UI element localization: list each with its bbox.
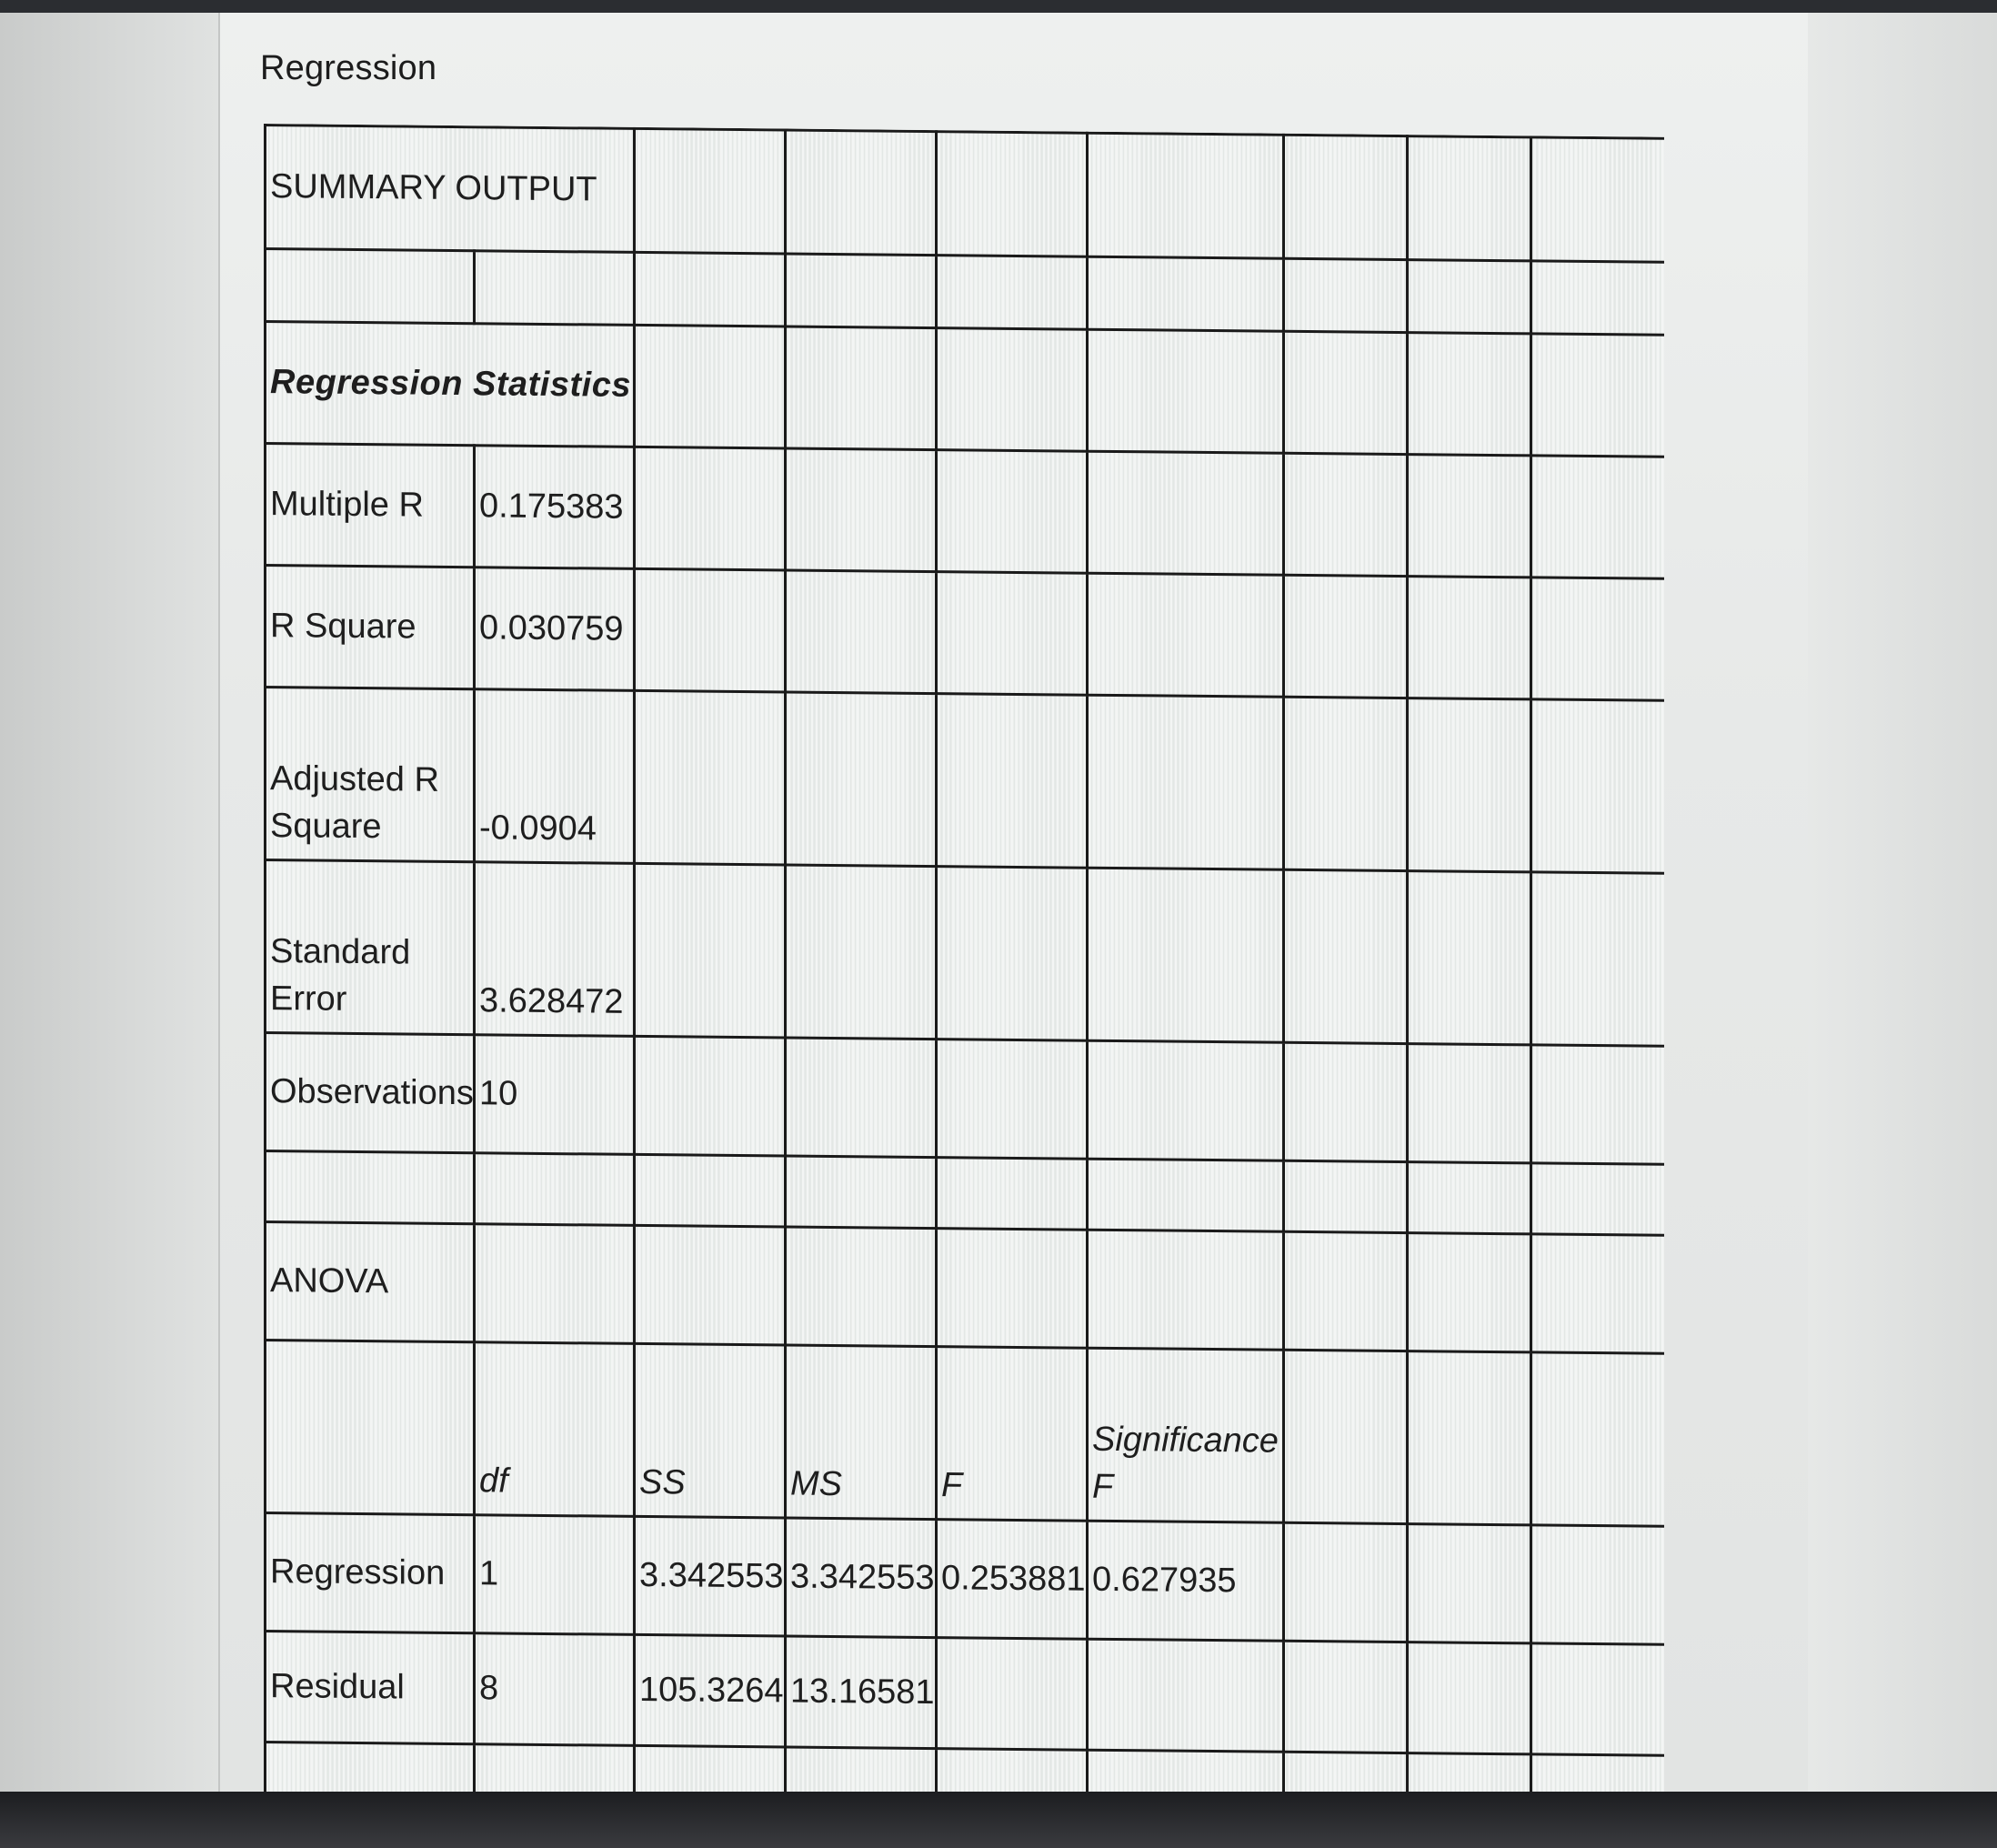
table-cell[interactable] <box>937 572 1088 696</box>
table-cell[interactable] <box>937 450 1088 574</box>
table-cell[interactable] <box>1284 869 1408 1043</box>
table-cell[interactable] <box>1531 1525 1664 1644</box>
table-row <box>266 249 1665 336</box>
table-cell[interactable] <box>786 1227 937 1347</box>
table-cell[interactable] <box>1531 334 1664 457</box>
anova-residual-ss[interactable]: 105.3264 <box>635 1634 786 1747</box>
standard-error-value[interactable]: 3.628472 <box>475 862 635 1037</box>
table-cell[interactable] <box>786 865 937 1040</box>
observations-value[interactable]: 10 <box>475 1035 635 1155</box>
table-cell[interactable] <box>1284 258 1408 332</box>
table-cell[interactable] <box>1088 695 1284 869</box>
table-cell[interactable] <box>1408 1642 1531 1754</box>
anova-header[interactable]: ANOVA <box>266 1222 475 1342</box>
table-cell[interactable] <box>635 1036 786 1156</box>
table-cell[interactable] <box>1408 1233 1531 1352</box>
table-cell[interactable] <box>635 863 786 1038</box>
table-cell[interactable] <box>1088 133 1284 258</box>
table-cell[interactable] <box>1408 1524 1531 1643</box>
table-cell[interactable] <box>635 690 786 865</box>
table-cell[interactable] <box>786 1156 937 1229</box>
multiple-r-value[interactable]: 0.175383 <box>475 446 635 569</box>
table-cell[interactable] <box>1408 1044 1531 1163</box>
table-cell[interactable] <box>1531 1234 1664 1353</box>
multiple-r-label[interactable]: Multiple R <box>266 444 475 567</box>
table-cell[interactable] <box>635 568 786 692</box>
anova-regression-df[interactable]: 1 <box>475 1515 635 1635</box>
table-cell[interactable] <box>786 1038 937 1158</box>
right-margin <box>1808 13 1997 1792</box>
table-cell[interactable] <box>1408 455 1531 578</box>
table-row <box>266 444 1665 579</box>
table-row <box>266 322 1665 457</box>
table-cell[interactable] <box>1531 1643 1664 1755</box>
anova-regression-ms[interactable]: 3.342553 <box>786 1518 937 1638</box>
table-cell[interactable] <box>635 325 786 448</box>
table-cell[interactable] <box>1408 333 1531 456</box>
table-cell[interactable] <box>786 570 937 694</box>
table-cell[interactable] <box>937 867 1088 1041</box>
table-cell[interactable] <box>1284 1160 1408 1232</box>
table-cell[interactable] <box>1088 329 1284 453</box>
table-cell[interactable] <box>1531 699 1664 873</box>
anova-residual-ms[interactable]: 13.16581 <box>786 1636 937 1749</box>
anova-column-header-f[interactable]: F <box>937 1347 1088 1522</box>
table-cell[interactable] <box>1408 577 1531 699</box>
table-cell[interactable] <box>1408 136 1531 261</box>
table-cell[interactable] <box>1408 1351 1531 1525</box>
table-cell[interactable] <box>635 1154 786 1227</box>
screen-top-edge <box>0 0 1997 13</box>
table-cell[interactable] <box>1531 137 1664 262</box>
table-cell[interactable] <box>937 132 1088 257</box>
table-row <box>266 1632 1665 1756</box>
left-margin <box>0 13 218 1792</box>
anova-column-header-significance-f[interactable]: Significance F <box>1088 1348 1284 1522</box>
table-row <box>266 688 1665 874</box>
table-row <box>266 1151 1665 1236</box>
table-cell[interactable] <box>1088 256 1284 331</box>
table-cell[interactable] <box>937 694 1088 869</box>
anova-regression-label[interactable]: Regression <box>266 1513 475 1633</box>
table-cell[interactable] <box>786 326 937 450</box>
table-cell[interactable] <box>635 1225 786 1345</box>
table-cell[interactable] <box>1408 698 1531 872</box>
table-cell[interactable] <box>937 328 1088 452</box>
anova-regression-f[interactable]: 0.253881 <box>937 1520 1088 1640</box>
table-cell[interactable] <box>1088 451 1284 575</box>
table-cell[interactable] <box>1284 1522 1408 1642</box>
observations-label[interactable]: Observations <box>266 1033 475 1153</box>
table-cell[interactable] <box>937 256 1088 330</box>
page-title: Regression <box>260 49 437 87</box>
table-row <box>266 1513 1665 1645</box>
anova-residual-f[interactable] <box>937 1638 1088 1751</box>
r-square-label[interactable]: R Square <box>266 566 475 689</box>
table-cell[interactable] <box>1531 1163 1664 1235</box>
table-cell[interactable] <box>1284 453 1408 576</box>
table-cell[interactable] <box>266 249 475 324</box>
screen-bottom-bezel <box>0 1792 1997 1848</box>
table-cell[interactable] <box>1284 331 1408 454</box>
table-cell[interactable] <box>1408 260 1531 334</box>
anova-regression-significance-f[interactable]: 0.627935 <box>1088 1521 1284 1641</box>
anova-column-header-df[interactable]: df <box>475 1342 635 1517</box>
table-cell[interactable] <box>475 1153 635 1226</box>
table-cell[interactable] <box>635 447 786 570</box>
adjusted-r-square-value[interactable]: -0.0904 <box>475 689 635 864</box>
anova-column-header-blank[interactable] <box>266 1341 475 1515</box>
table-cell[interactable] <box>937 1229 1088 1349</box>
anova-column-header-ms[interactable]: MS <box>786 1345 937 1520</box>
summary-output-cell[interactable]: SUMMARY OUTPUT <box>266 126 635 253</box>
table-cell[interactable] <box>1284 1042 1408 1161</box>
table-row <box>266 126 1665 263</box>
table-cell[interactable] <box>1531 872 1664 1046</box>
anova-column-header-ss[interactable]: SS <box>635 1343 786 1518</box>
table-cell[interactable] <box>635 128 786 254</box>
table-cell[interactable] <box>475 1224 635 1344</box>
table-cell[interactable] <box>1531 456 1664 578</box>
anova-regression-ss[interactable]: 3.342553 <box>635 1516 786 1636</box>
table-row <box>266 1033 1665 1165</box>
table-cell[interactable] <box>1284 1231 1408 1351</box>
anova-residual-label[interactable]: Residual <box>266 1632 475 1744</box>
regression-statistics-header[interactable]: Regression Statistics <box>266 322 635 447</box>
table-cell[interactable] <box>1088 1040 1284 1160</box>
table-cell[interactable] <box>937 1040 1088 1160</box>
anova-residual-df[interactable]: 8 <box>475 1633 635 1746</box>
regression-summary-table <box>264 124 1664 1805</box>
table-cell[interactable] <box>1284 135 1408 259</box>
anova-residual-significance-f[interactable] <box>1088 1639 1284 1752</box>
table-cell[interactable] <box>937 1158 1088 1230</box>
table-cell[interactable] <box>266 1151 475 1224</box>
table-cell[interactable] <box>1284 1350 1408 1523</box>
table-cell[interactable] <box>786 448 937 572</box>
table-cell[interactable] <box>635 252 786 326</box>
table-cell[interactable] <box>786 692 937 867</box>
table-row <box>266 566 1665 701</box>
table-cell[interactable] <box>475 251 635 326</box>
r-square-value[interactable]: 0.030759 <box>475 567 635 691</box>
table-cell[interactable] <box>786 130 937 256</box>
table-cell[interactable] <box>1531 578 1664 700</box>
table-cell[interactable] <box>1088 868 1284 1042</box>
table-cell[interactable] <box>1408 871 1531 1045</box>
table-cell[interactable] <box>1408 1162 1531 1234</box>
table-cell[interactable] <box>1531 1352 1664 1526</box>
table-cell[interactable] <box>1284 697 1408 870</box>
table-row <box>266 1222 1665 1354</box>
table-cell[interactable] <box>1088 573 1284 697</box>
spreadsheet-table-container[interactable] <box>264 124 1664 1805</box>
standard-error-label[interactable]: Standard Error <box>266 860 475 1035</box>
adjusted-r-square-label[interactable]: Adjusted R Square <box>266 688 475 862</box>
table-cell[interactable] <box>1531 1045 1664 1164</box>
table-cell[interactable] <box>786 254 937 328</box>
table-cell[interactable] <box>1088 1230 1284 1350</box>
table-row <box>266 1341 1665 1527</box>
table-cell[interactable] <box>1531 261 1664 335</box>
table-row <box>266 860 1665 1047</box>
table-cell[interactable] <box>1284 1641 1408 1753</box>
table-cell[interactable] <box>1284 575 1408 698</box>
table-cell[interactable] <box>1088 1159 1284 1231</box>
